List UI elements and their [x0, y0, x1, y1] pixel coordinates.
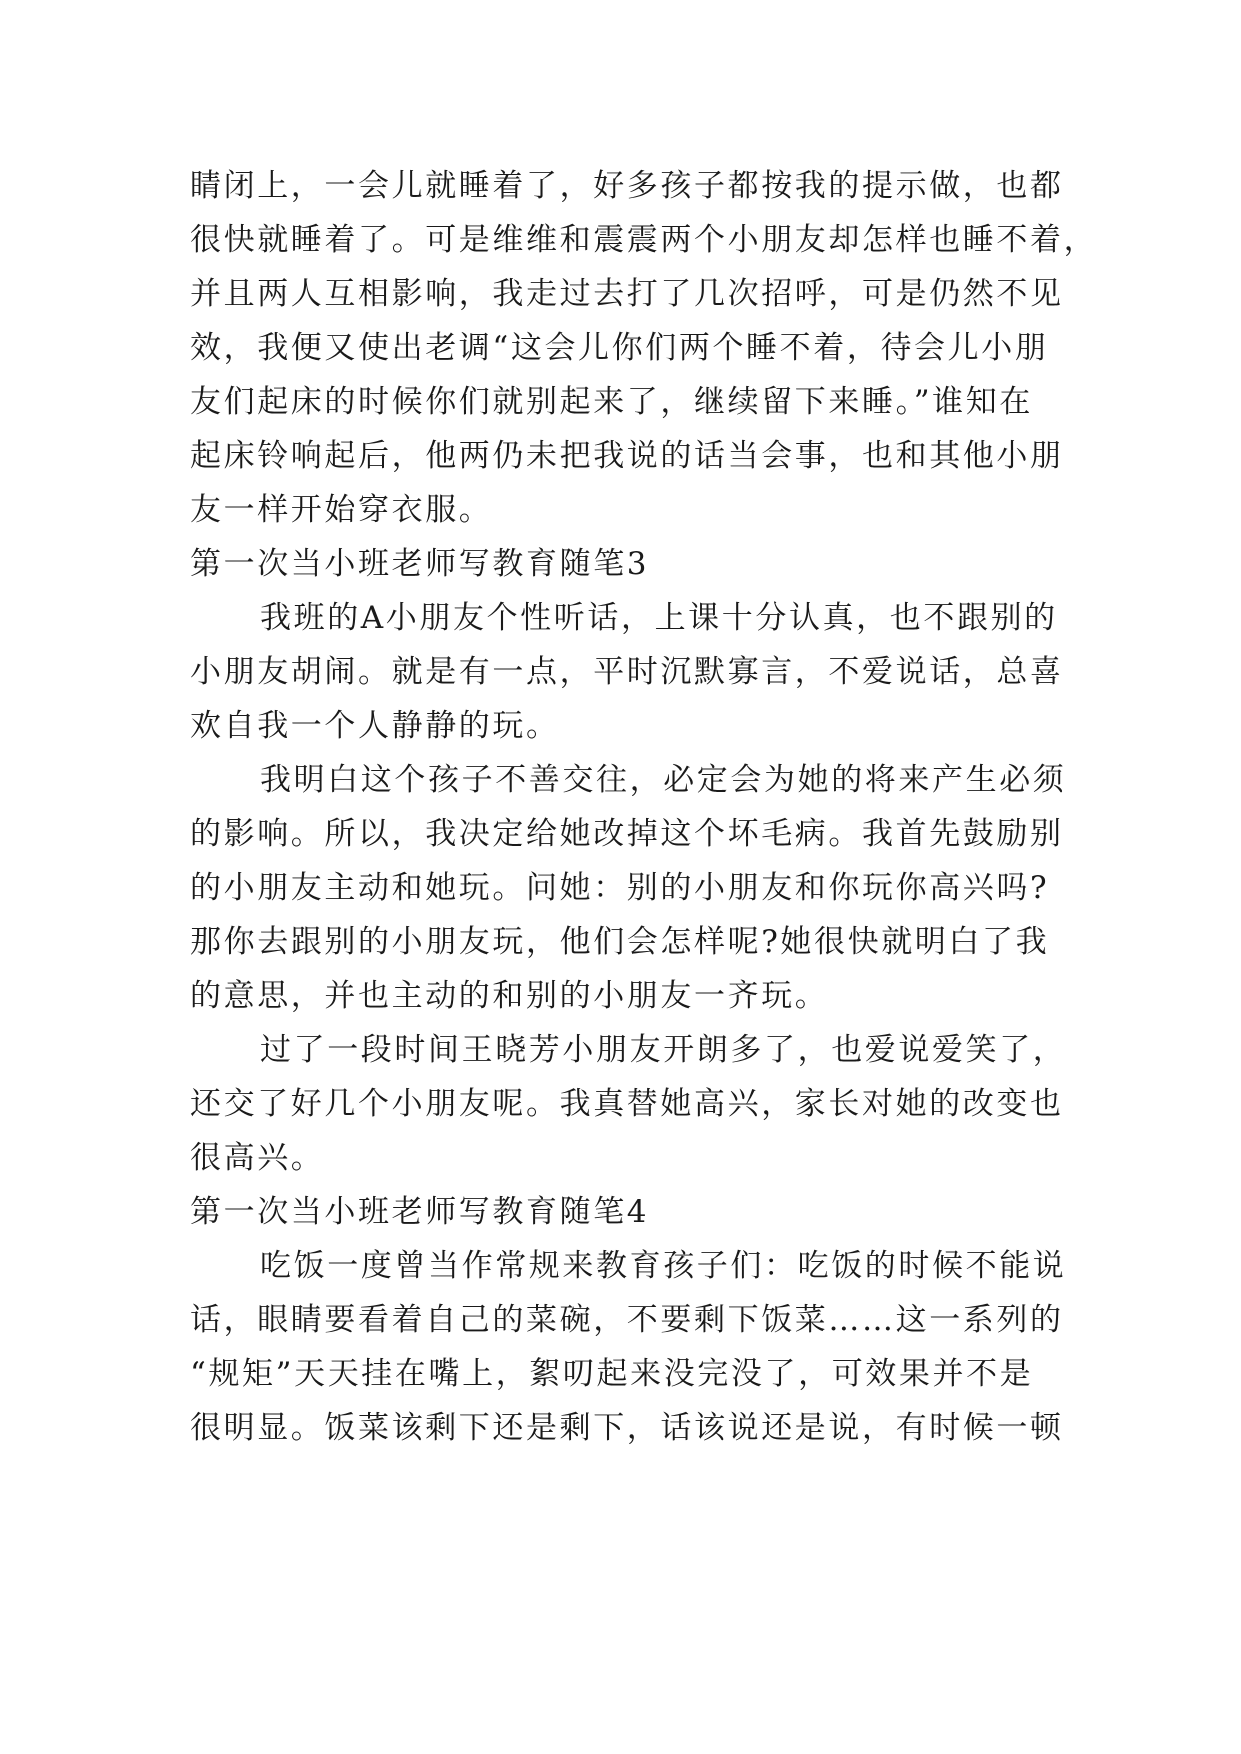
section-heading: 第一次当小班老师写教育随笔4: [190, 1194, 650, 1230]
paragraph-line: 很高兴。: [190, 1140, 325, 1176]
paragraph-line: 并且两人互相影响，我走过去打了几次招呼，可是仍然不见: [190, 276, 1064, 312]
paragraph-line: 那你去跟别的小朋友玩，他们会怎样呢?她很快就明白了我: [190, 924, 1050, 960]
paragraph-line: 的影响。所以，我决定给她改掉这个坏毛病。我首先鼓励别: [190, 816, 1064, 852]
paragraph-line: 欢自我一个人静静的玩。: [190, 708, 560, 744]
paragraph-line: 很明显。饭菜该剩下还是剩下，话该说还是说，有时候一顿: [190, 1410, 1064, 1446]
paragraph-line: 小朋友胡闹。就是有一点，平时沉默寡言，不爱说话，总喜: [190, 654, 1064, 690]
paragraph-line: 话，眼睛要看着自己的菜碗，不要剩下饭菜……这一系列的: [190, 1302, 1064, 1338]
paragraph-line: 的小朋友主动和她玩。问她：别的小朋友和你玩你高兴吗?: [190, 870, 1050, 906]
paragraph-line: 起床铃响起后，他两仍未把我说的话当会事，也和其他小朋: [190, 438, 1064, 474]
paragraph-line: 还交了好几个小朋友呢。我真替她高兴，家长对她的改变也: [190, 1086, 1064, 1122]
paragraph-line: 友们起床的时候你们就别起来了，继续留下来睡。”谁知在: [190, 384, 1033, 420]
paragraph-line: “规矩”天天挂在嘴上，絮叨起来没完没了，可效果并不是: [190, 1356, 1034, 1392]
paragraph-line: 我明白这个孩子不善交往，必定会为她的将来产生必须: [260, 762, 1067, 798]
paragraph-line: 友一样开始穿衣服。: [190, 492, 493, 528]
paragraph-line: 睛闭上，一会儿就睡着了，好多孩子都按我的提示做，也都: [190, 168, 1064, 204]
section-heading: 第一次当小班老师写教育随笔3: [190, 546, 650, 582]
paragraph-line: 我班的A小朋友个性听话，上课十分认真，也不跟别的: [260, 600, 1058, 636]
paragraph-line: 的意思，并也主动的和别的小朋友一齐玩。: [190, 978, 829, 1014]
paragraph-line: 过了一段时间王晓芳小朋友开朗多了，也爱说爱笑了，: [260, 1032, 1067, 1068]
paragraph-line: 很快就睡着了。可是维维和震震两个小朋友却怎样也睡不着，: [190, 222, 1098, 258]
paragraph-line: 效，我便又使出老调“这会儿你们两个睡不着，待会儿小朋: [190, 330, 1049, 366]
paragraph-line: 吃饭一度曾当作常规来教育孩子们：吃饭的时候不能说: [260, 1248, 1067, 1284]
